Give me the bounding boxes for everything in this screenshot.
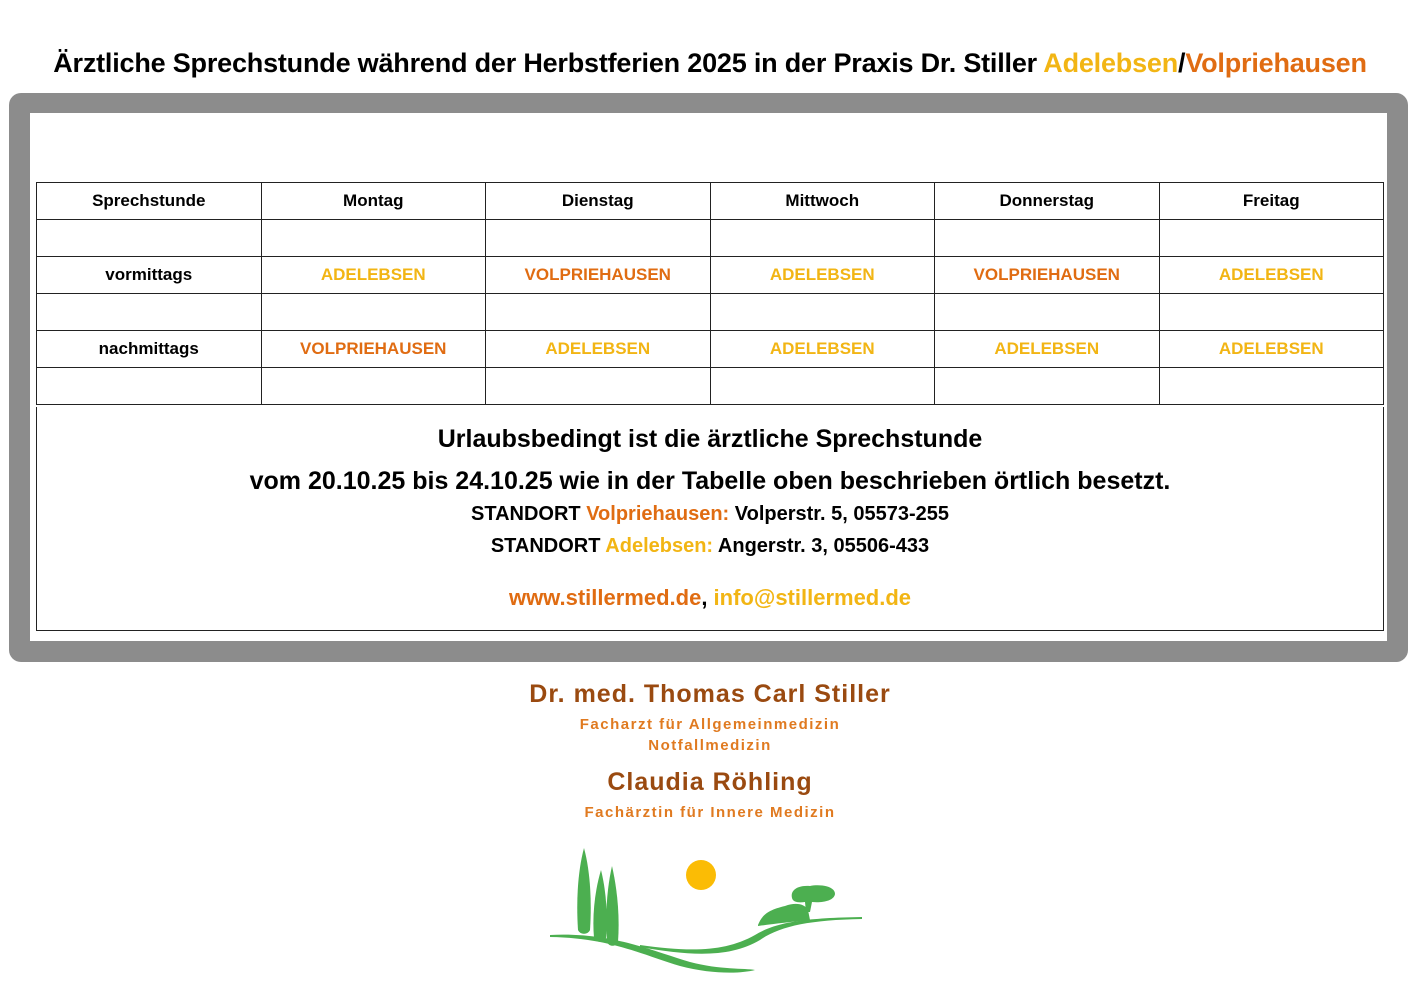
doctor-name-stiller: Dr. med. Thomas Carl Stiller xyxy=(529,680,891,708)
cell-nachmittags-montag: VOLPRIEHAUSEN xyxy=(261,331,486,368)
doctor-specialty: Notfallmedizin xyxy=(648,737,772,754)
landscape-logo-icon xyxy=(540,840,870,980)
table-cell xyxy=(261,220,486,257)
table-cell xyxy=(935,220,1160,257)
table-cell xyxy=(37,368,262,405)
table-cell xyxy=(710,368,935,405)
notice-line-2: vom 20.10.25 bis 24.10.25 wie in der Tabelle oben beschrieben örtlich besetzt. xyxy=(249,467,1171,495)
table-cell xyxy=(37,220,262,257)
table-cell xyxy=(1159,368,1384,405)
cell-vormittags-freitag: ADELEBSEN xyxy=(1159,257,1384,294)
standort-adelebsen xyxy=(37,535,1383,558)
standort-volpriehausen xyxy=(37,503,1383,526)
table-cell xyxy=(935,368,1160,405)
doctor-specialty: Facharzt für Allgemeinmedizin xyxy=(579,716,841,733)
row-label-vormittags: vormittags xyxy=(37,257,262,294)
table-cell xyxy=(710,294,935,331)
table-row-nachmittags xyxy=(37,331,1384,368)
doctors-block xyxy=(0,680,1420,823)
notice-line-1: Urlaubsbedingt ist die ärztliche Sprechstunde xyxy=(437,425,983,453)
schedule-table xyxy=(36,182,1384,405)
header-donnerstag: Donnerstag xyxy=(935,183,1160,220)
header-dienstag: Dienstag xyxy=(486,183,711,220)
title-text: Ärztliche Sprechstunde während der Herbstferien 2025 in der Praxis Dr. Stiller xyxy=(53,48,1044,78)
table-cell xyxy=(1159,294,1384,331)
row-label-nachmittags: nachmittags xyxy=(37,331,262,368)
header-mittwoch: Mittwoch xyxy=(710,183,935,220)
cell-nachmittags-donnerstag: ADELEBSEN xyxy=(935,331,1160,368)
contact-line xyxy=(37,585,1383,611)
table-cell xyxy=(486,368,711,405)
table-cell xyxy=(1159,220,1384,257)
header-sprechstunde: Sprechstunde xyxy=(37,183,262,220)
cell-nachmittags-dienstag: ADELEBSEN xyxy=(486,331,711,368)
cell-nachmittags-mittwoch: ADELEBSEN xyxy=(710,331,935,368)
title-location-adelebsen: Adelebsen xyxy=(1043,48,1179,78)
standort-address: Volperstr. 5, 05573-255 xyxy=(729,503,949,525)
email-link[interactable]: info@stillermed.de xyxy=(713,585,912,610)
standort-label: STANDORT xyxy=(490,535,606,557)
notice-box xyxy=(36,407,1384,631)
table-header-row xyxy=(37,183,1384,220)
cell-vormittags-dienstag: VOLPRIEHAUSEN xyxy=(486,257,711,294)
table-cell xyxy=(261,294,486,331)
cell-vormittags-donnerstag: VOLPRIEHAUSEN xyxy=(935,257,1160,294)
contact-separator: , xyxy=(701,585,714,610)
table-cell xyxy=(37,294,262,331)
header-freitag: Freitag xyxy=(1159,183,1384,220)
table-row-spacer xyxy=(37,220,1384,257)
page-title xyxy=(0,48,1420,79)
cell-nachmittags-freitag: ADELEBSEN xyxy=(1159,331,1384,368)
doctor-specialty: Fachärztin für Innere Medizin xyxy=(584,804,836,821)
table-row-vormittags xyxy=(37,257,1384,294)
title-separator: / xyxy=(1178,48,1186,78)
table-cell xyxy=(710,220,935,257)
website-link[interactable]: www.stillermed.de xyxy=(508,585,702,610)
standort-name: Adelebsen: xyxy=(605,535,714,557)
cell-vormittags-montag: ADELEBSEN xyxy=(261,257,486,294)
table-cell xyxy=(261,368,486,405)
table-row-spacer xyxy=(37,368,1384,405)
standort-name: Volpriehausen: xyxy=(586,503,730,525)
table-cell xyxy=(935,294,1160,331)
table-cell xyxy=(486,220,711,257)
doctor-name-roehling: Claudia Röhling xyxy=(607,768,813,796)
header-montag: Montag xyxy=(261,183,486,220)
table-row-spacer xyxy=(37,294,1384,331)
table-cell xyxy=(486,294,711,331)
standort-label: STANDORT xyxy=(471,503,587,525)
title-location-volpriehausen: Volpriehausen xyxy=(1185,48,1367,78)
standort-address: Angerstr. 3, 05506-433 xyxy=(713,535,930,557)
cell-vormittags-mittwoch: ADELEBSEN xyxy=(710,257,935,294)
